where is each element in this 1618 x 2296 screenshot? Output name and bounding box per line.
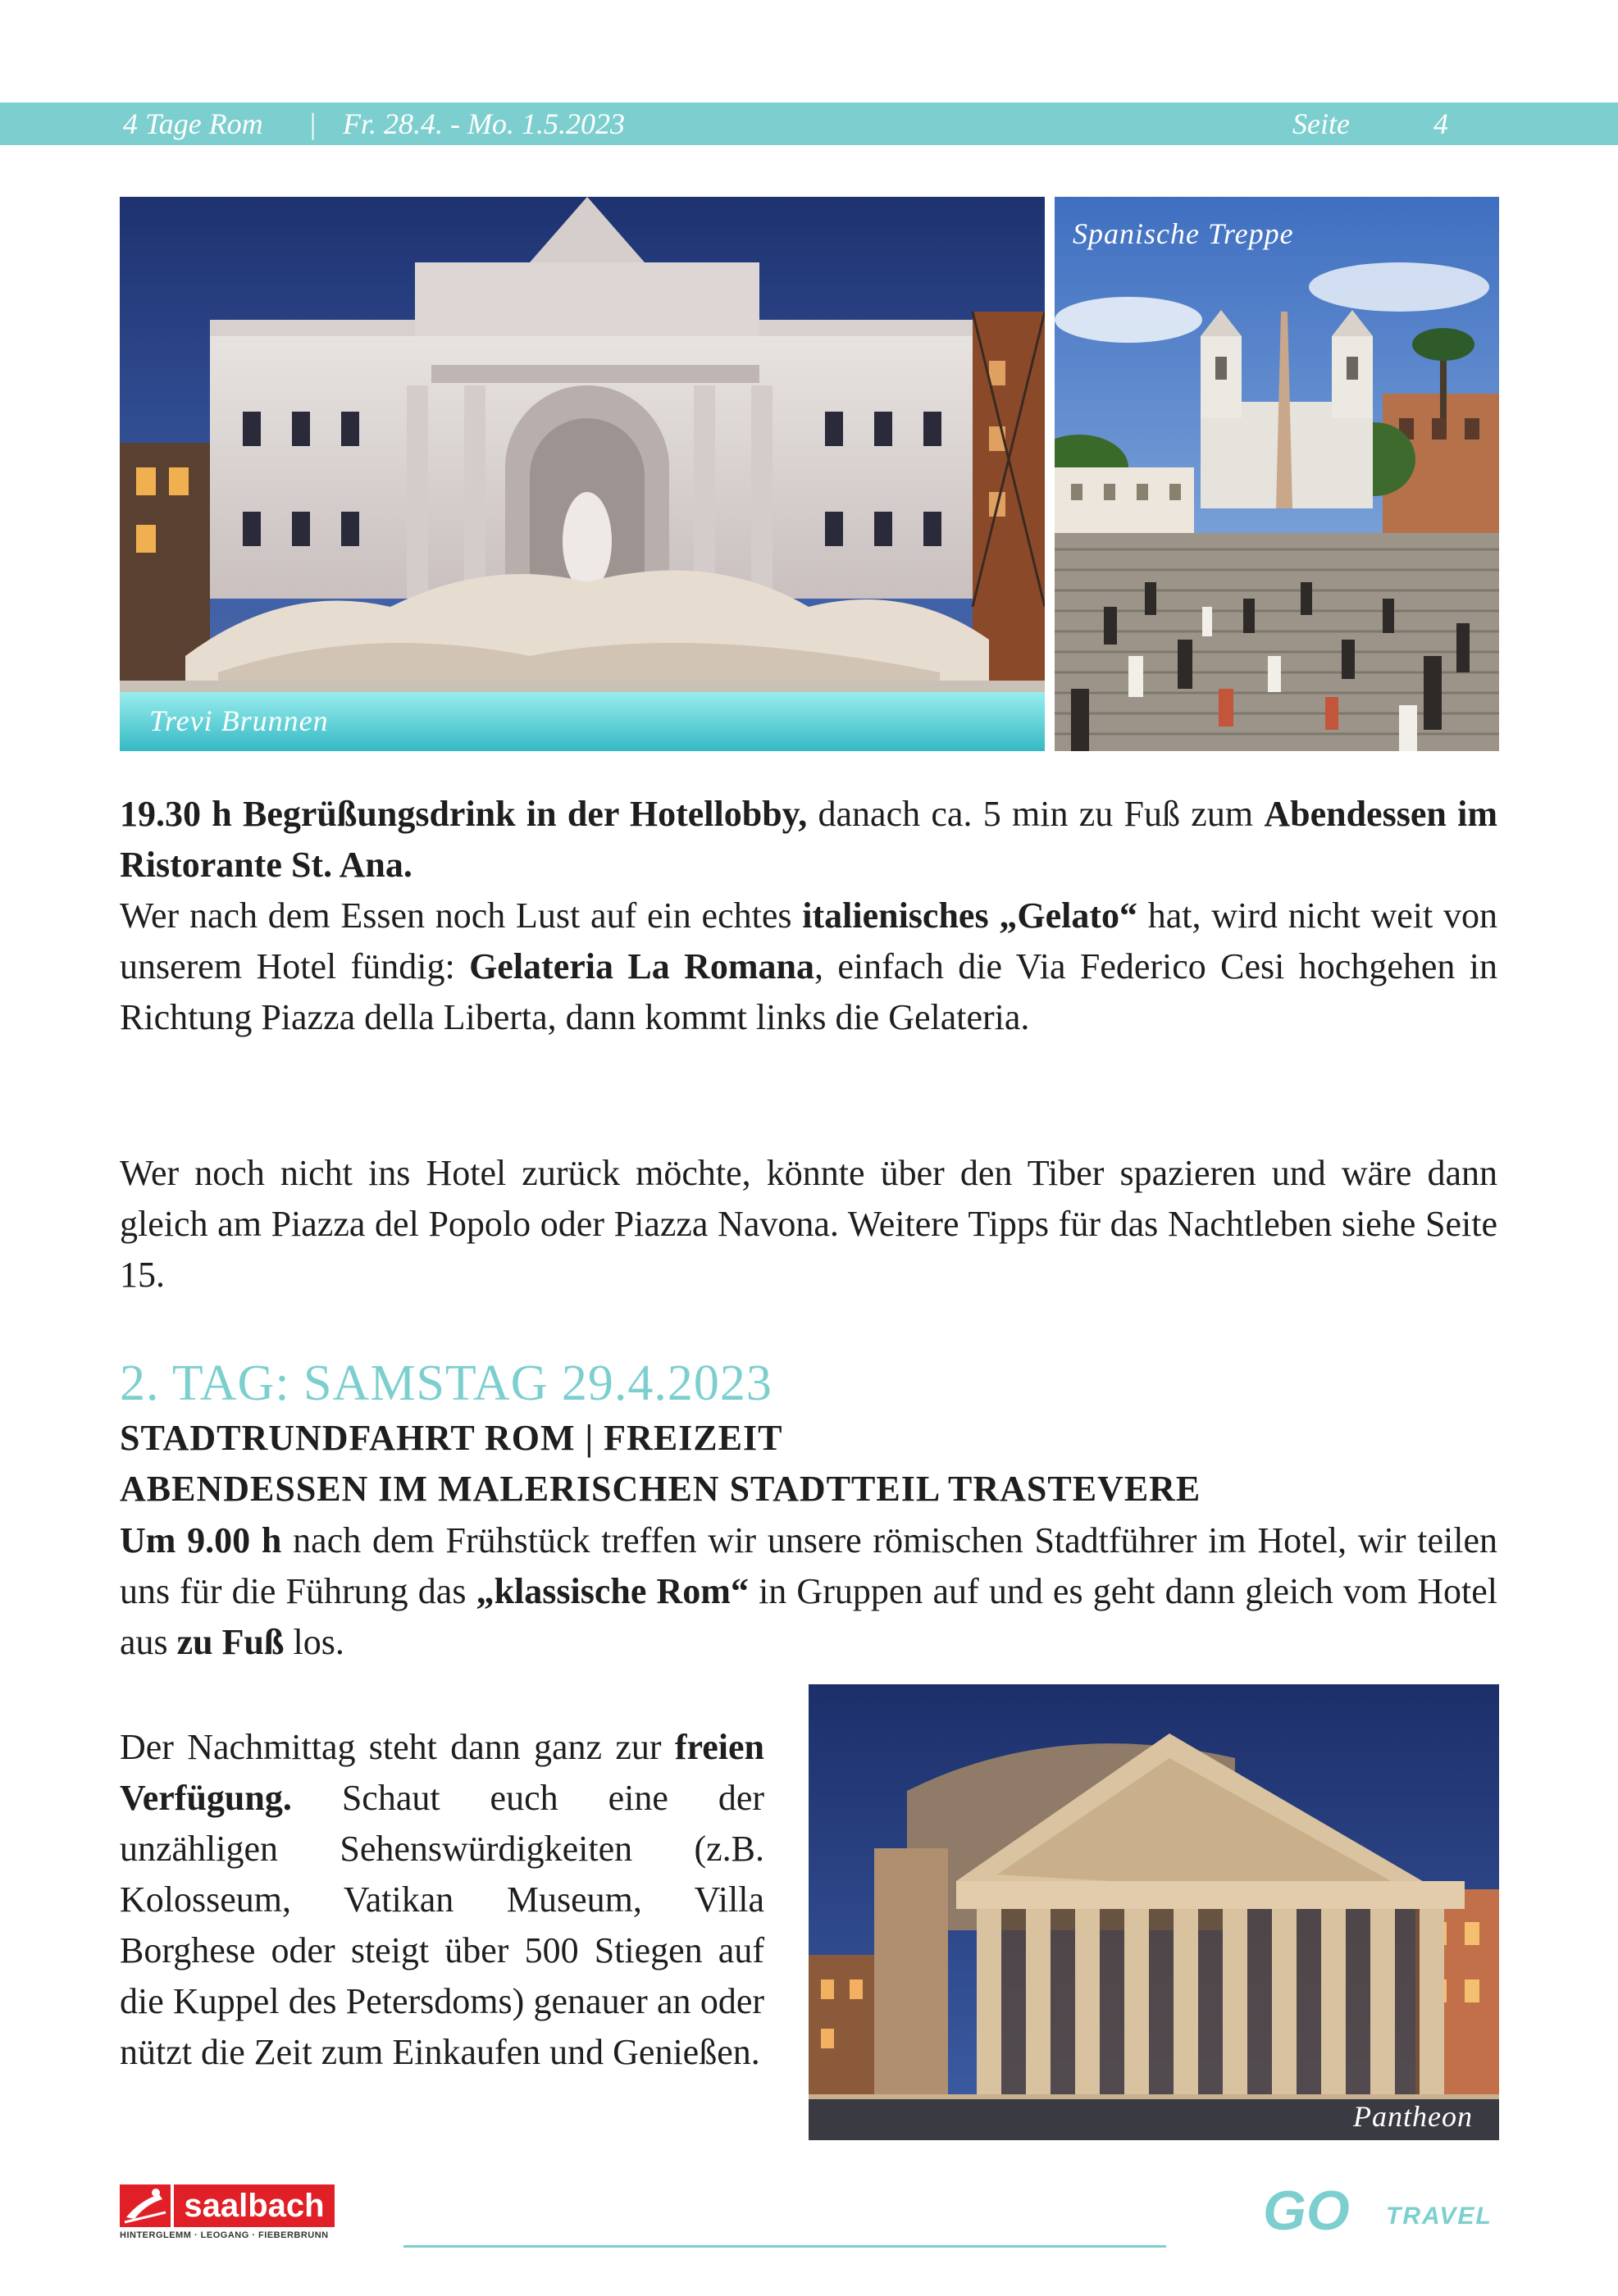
evening-paragraph	[120, 789, 1497, 1043]
day2-morning-paragraph	[120, 1515, 1497, 1668]
go-travel-logo	[1263, 2180, 1501, 2245]
classic-rome-highlight: „klassische Rom“	[476, 1571, 749, 1611]
skier-icon	[120, 2184, 171, 2227]
spanish-steps-caption: Spanische Treppe	[1073, 217, 1294, 250]
trevi-caption: Trevi Brunnen	[149, 704, 329, 737]
saalbach-wordmark: saalbach	[174, 2184, 335, 2227]
saalbach-logo	[120, 2183, 335, 2248]
header-bar	[0, 102, 1618, 145]
saalbach-logo-mark	[120, 2184, 171, 2227]
welcome-drink-text: 19.30 h Begrüßungsdrink in der Hotellobby,	[120, 794, 808, 834]
saalbach-tagline: HINTERGLEMM · LEOGANG · FIEBERBRUNN	[120, 2230, 329, 2240]
day2-afternoon-paragraph	[120, 1722, 764, 2078]
walk-text: danach ca. 5 min zu Fuß zum	[807, 794, 1265, 834]
trip-dates: Fr. 28.4. - Mo. 1.5.2023	[343, 107, 625, 140]
day2-subheading-dinner: ABENDESSEN IM MALERISCHEN STADTTEIL TRASTEVERE	[120, 1469, 1201, 1509]
on-foot-highlight: zu Fuß	[176, 1622, 285, 1662]
day2-subheading-tour: STADTRUNDFAHRT ROM | FREIZEIT	[120, 1418, 783, 1458]
day2-heading: 2. TAG: SAMSTAG 29.4.2023	[120, 1355, 773, 1411]
page-label: Seite	[1292, 107, 1350, 140]
gelato-text: hat, wird nicht weit von unserem Hotel fündig:	[120, 895, 1497, 986]
go-logo-text: GO	[1263, 2180, 1350, 2242]
tour-time: Um 9.00 h	[120, 1520, 282, 1560]
footer-divider	[403, 2245, 1166, 2248]
dinner-restaurant-text: Abendessen im Ristorante St. Ana.	[120, 794, 1497, 885]
spanish-steps-photo	[1055, 197, 1499, 751]
pantheon-image	[809, 1684, 1499, 2140]
trevi-fountain-image	[120, 197, 1045, 751]
afternoon-text-1: Der Nachmittag steht dann ganz zur	[120, 1727, 675, 1767]
tour-text-2: in Gruppen auf und es geht dann gleich vom Hotel aus	[120, 1571, 1497, 1662]
header-separator: |	[308, 107, 317, 140]
free-time-highlight: freien Verfügung.	[120, 1727, 764, 1818]
travel-label: TRAVEL	[1386, 2203, 1493, 2230]
gelateria-directions: , einfach die Via Federico Cesi hochgehen in Richtung Piazza della Liberta, dann kommt links die Gelateria.	[120, 946, 1497, 1037]
page-number: 4	[1433, 107, 1448, 140]
trip-title: 4 Tage Rom	[123, 107, 263, 140]
pantheon-caption: Pantheon	[1353, 2100, 1473, 2133]
afternoon-text-2: Schaut euch eine der unzähligen Sehenswürdigkeiten (z.B. Kolosseum, Vatikan Museum, Villa Borghese oder steigt über 500 Stiegen auf die Kuppel des Petersdoms) genauer an oder nützt die Zeit zum Einkaufen und Genießen.	[120, 1778, 764, 2072]
gelateria-name: Gelateria La Romana	[469, 946, 815, 986]
gelato-highlight: italienisches „Gelato“	[802, 895, 1137, 936]
nightlife-paragraph: Wer noch nicht ins Hotel zurück möchte, könnte über den Tiber spazieren und wäre dann gleich am Piazza del Popolo oder Piazza Navona. Weitere Tipps für das Nachtleben siehe Seite 15.	[120, 1153, 1497, 1295]
gelato-intro-text: Wer nach dem Essen noch Lust auf ein echtes	[120, 895, 803, 936]
tour-text-1: nach dem Frühstück treffen wir unsere römischen Stadtführer im Hotel, wir teilen uns für die Führung das	[120, 1520, 1497, 1611]
pantheon-photo	[809, 1684, 1499, 2140]
spanish-steps-image	[1055, 197, 1499, 751]
trevi-fountain-photo	[120, 197, 1045, 751]
tour-text-3: los.	[284, 1622, 344, 1662]
